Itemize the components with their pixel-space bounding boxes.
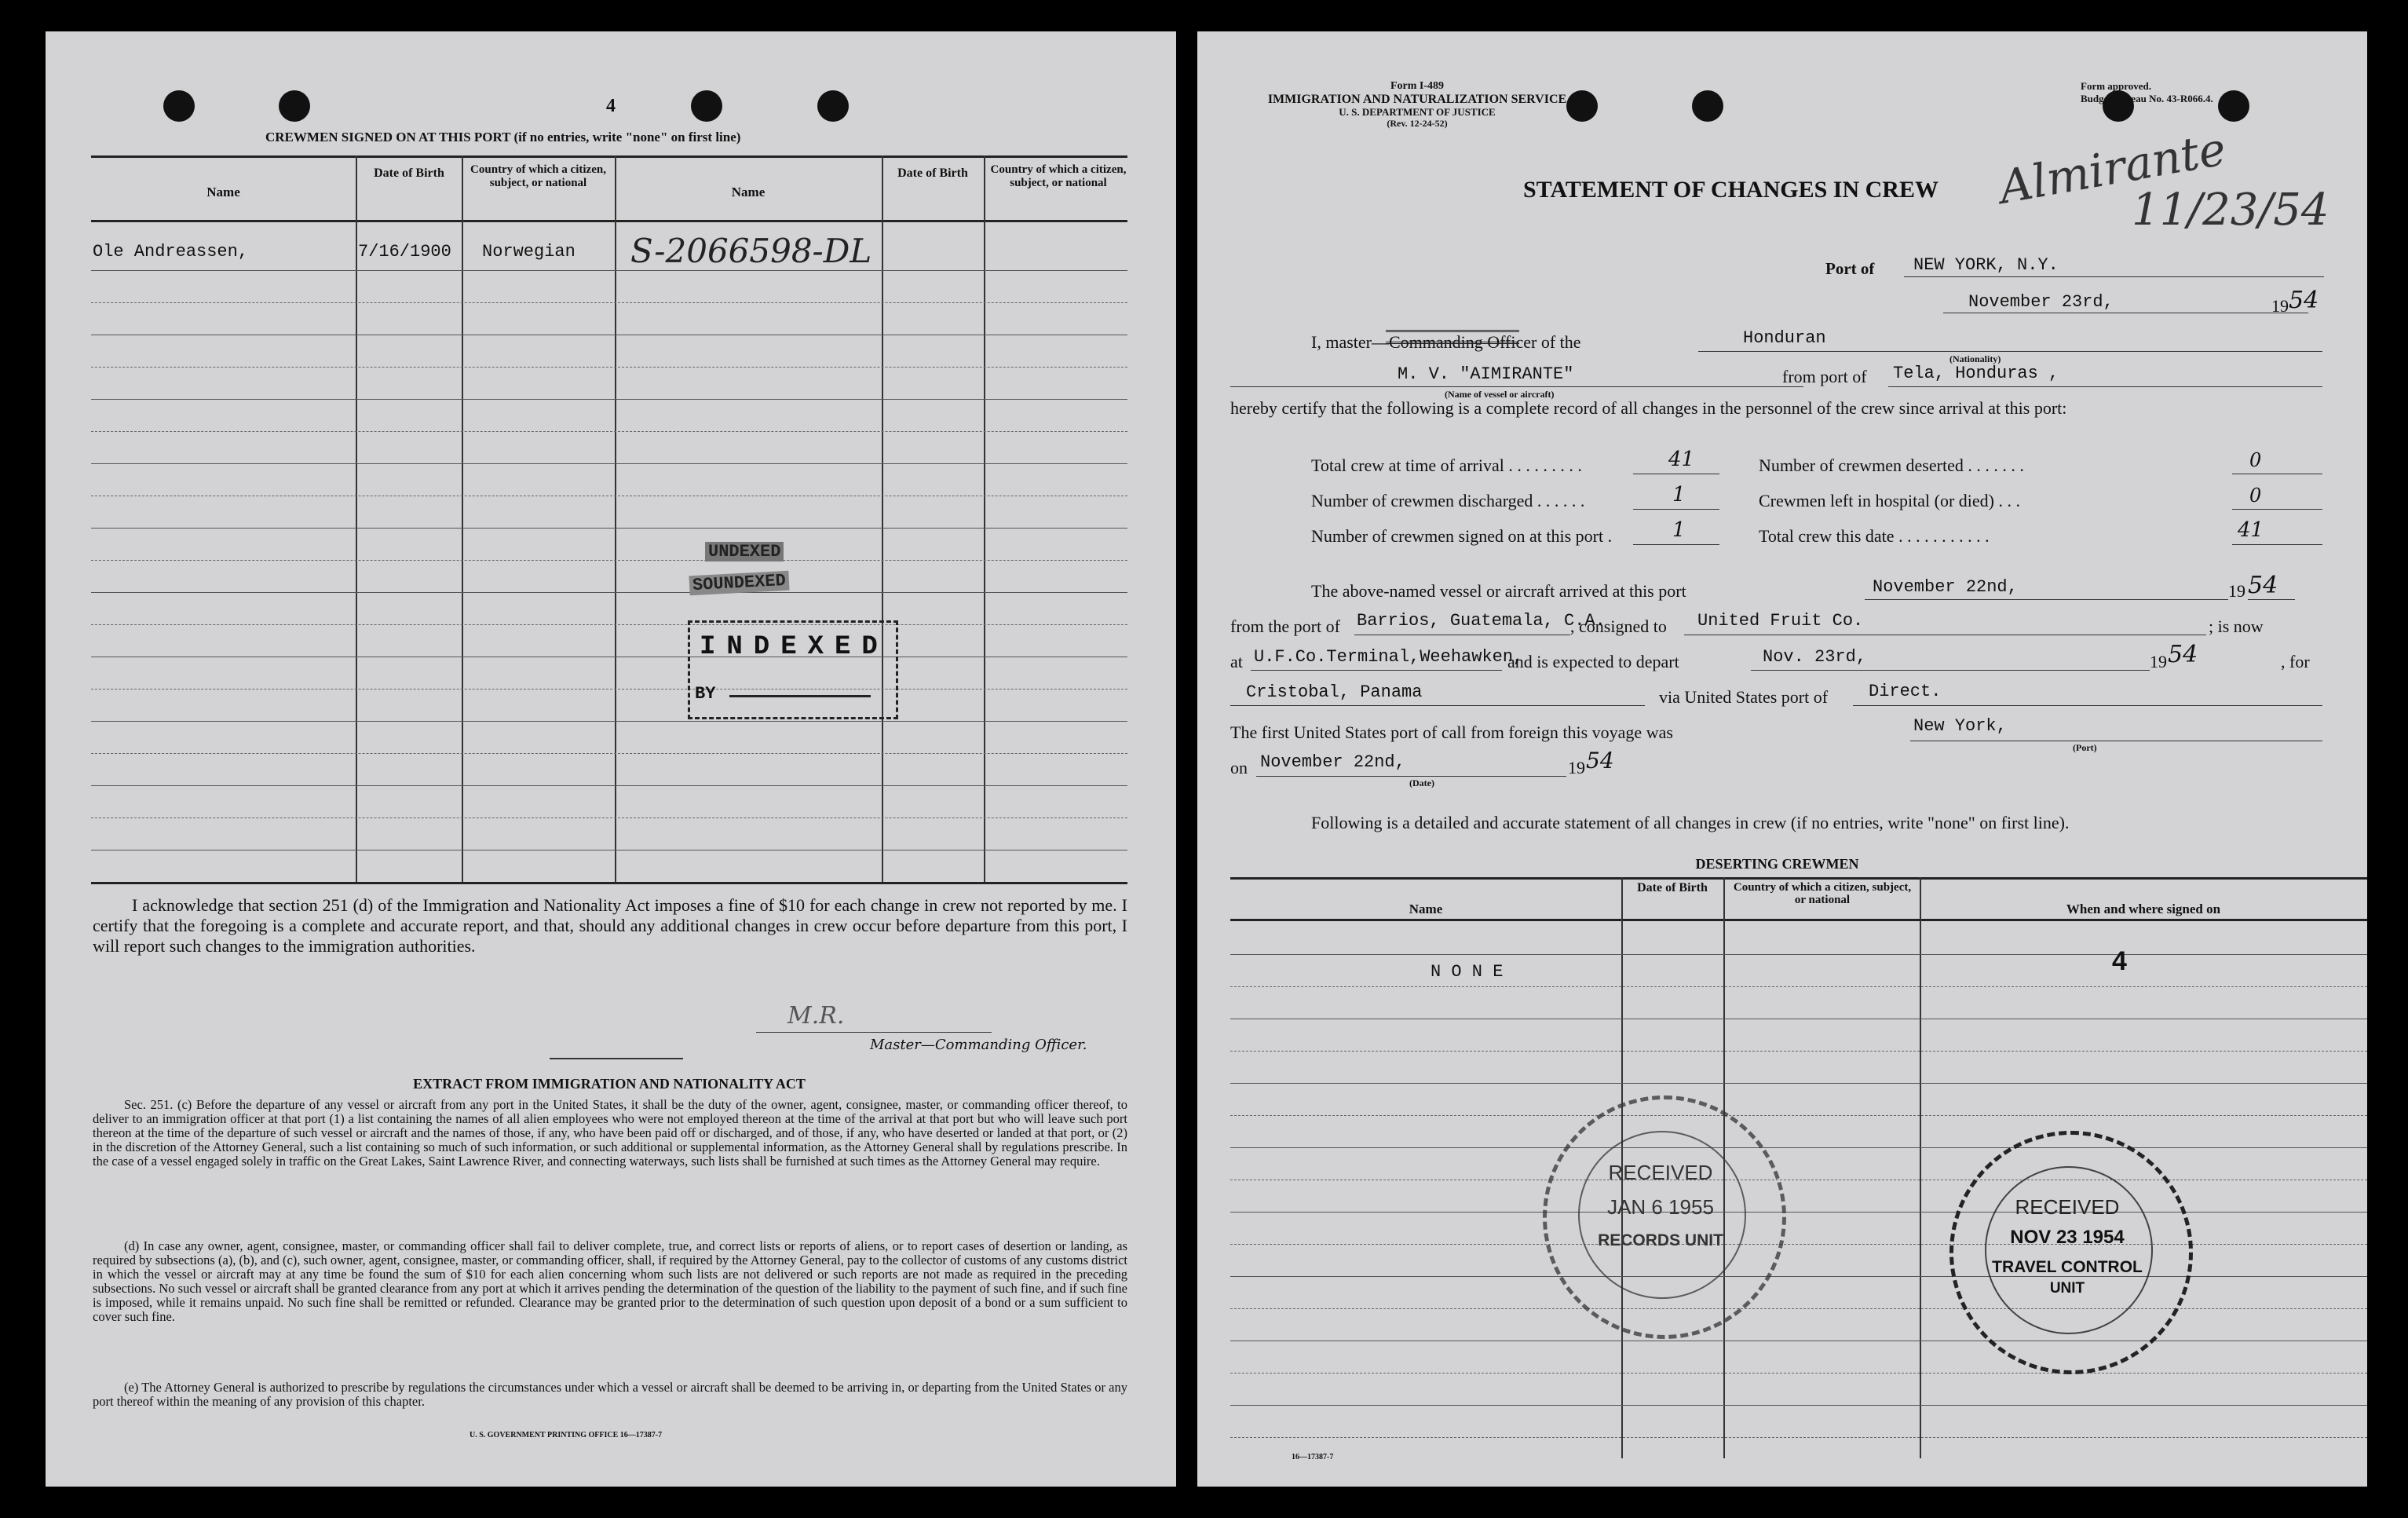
crewman-country: Norwegian <box>482 242 576 262</box>
destination-line <box>1230 705 1645 706</box>
crewman-dob: 7/16/1900 <box>358 242 451 262</box>
col-divider <box>615 155 616 882</box>
page-number: 4 <box>606 96 616 116</box>
port-label: Port of <box>1825 259 1875 278</box>
at-value: U.F.Co.Terminal,Weehawken, <box>1254 647 1524 667</box>
header-country: Country of which a citizen, subject, or national <box>470 163 606 189</box>
department-name: U. S. DEPARTMENT OF JUSTICE <box>1339 106 1496 118</box>
vessel-caption: (Name of vessel or aircraft) <box>1445 389 1555 400</box>
table-rule <box>91 399 1127 400</box>
table-rule <box>91 270 1127 271</box>
on-year-prefix: 19 <box>1568 758 1585 777</box>
right-page <box>1197 31 2367 1487</box>
vessel-value: M. V. "AIMIRANTE" <box>1398 364 1574 384</box>
handwritten-file-number: S-2066598-DL <box>630 232 872 270</box>
section-251-d: (d) In case any owner, agent, consignee, master, or commanding officer shall fail to deliver complete, true, and correct lists or reports of aliens, or to report cases of desertion or landing, as required by subsections (a), (b), and (c), such owner, agent, consignee, master, or commanding officer, shall, if required by the Attorney General, pay to the collector of customs of any customs district in which the vessel or aircraft may at any time be found the sum of $10 for each alien concerning whom such lists are not delivered or such reports are not made as required in the preceding subsections. No such vessel or aircraft shall be granted clearance from any port at which it arrives pending the determination of the question of the liability to the payment of such fine, and if such fine is imposed, while it remains unpaid. No such fine shall be remitted or refunded. Clearance may be granted prior to the determination of such question upon deposit of a bond or a sum sufficient to cover such fine. <box>93 1238 1127 1324</box>
desert-header-country: Country of which a citizen, subject, or national <box>1733 881 1912 906</box>
punch-hole <box>691 90 722 122</box>
arrived-label: The above-named vessel or aircraft arrived at this port <box>1311 581 1686 601</box>
signed-on-value: 1 <box>1672 518 1686 542</box>
date-year-prefix: 19 <box>2271 296 2289 316</box>
signature-caption: Master—Commanding Officer. <box>870 1037 1087 1053</box>
indexed-stamp-initials <box>729 695 871 697</box>
table-rule <box>1230 954 2367 955</box>
depart-line <box>1751 670 2150 671</box>
table-rule <box>1230 1051 2367 1052</box>
records-date: JAN 6 1955 <box>1607 1195 1714 1219</box>
table-rule <box>1230 1405 2367 1406</box>
certify-text: hereby certify that the following is a complete record of all changes in the personnel of the crew since arrival at this port: <box>1230 398 2067 418</box>
records-unit: RECORDS UNIT <box>1598 1231 1723 1249</box>
arrived-year-prefix: 19 <box>2228 581 2245 601</box>
from-port-value: Tela, Honduras , <box>1893 364 2059 383</box>
table-rule <box>1230 1115 2367 1116</box>
table-rule <box>91 689 1127 690</box>
form-number: Form I-489 <box>1390 80 1445 92</box>
header-country-2: Country of which a citizen, subject, or national <box>990 163 1127 189</box>
handwritten-ship-name: Almirante <box>1995 122 2230 214</box>
hospital-line <box>2232 509 2322 510</box>
total-date-label: Total crew this date . . . . . . . . . . . <box>1759 526 1990 546</box>
deserting-crewmen-title: DESERTING CREWMEN <box>1695 856 1859 872</box>
soundexed-stamp: SOUNDEXED <box>689 571 789 596</box>
desert-table-header-border <box>1230 919 2367 921</box>
on-label: on <box>1230 758 1248 777</box>
depart-year-prefix: 19 <box>2150 652 2167 671</box>
depart-year: 54 <box>2168 641 2198 668</box>
table-bottom-border <box>91 882 1127 884</box>
table-rule <box>91 431 1127 432</box>
records-received: RECEIVED <box>1608 1161 1713 1184</box>
desert-header-name: Name <box>1409 902 1443 916</box>
desert-header-dob: Date of Birth <box>1637 881 1708 894</box>
table-rule <box>1230 1147 2367 1148</box>
section-251-e: (e) The Attorney General is authorized to prescribe by regulations the circumstances under which a vessel or aircraft shall be deemed to be arriving in, or departing from the United States or any port thereof within the meaning of any provision of this chapter. <box>93 1380 1127 1409</box>
col-divider <box>356 155 357 882</box>
arrived-line <box>1865 599 2228 600</box>
punch-hole <box>1692 90 1723 122</box>
on-year: 54 <box>1586 748 1614 774</box>
printer-line: U. S. GOVERNMENT PRINTING OFFICE 16—17387-7 <box>470 1431 663 1439</box>
via-label: via United States port of <box>1659 687 1829 707</box>
stamped-number: 4 <box>2112 946 2127 976</box>
separator-rule <box>550 1058 683 1059</box>
col-divider <box>882 155 883 882</box>
table-rule <box>91 463 1127 464</box>
for-label: , for <box>2281 652 2310 671</box>
table-header-border <box>91 220 1127 222</box>
left-page <box>46 31 1176 1487</box>
discharged-value: 1 <box>1672 483 1686 507</box>
col-divider <box>462 155 463 882</box>
printer-line-right: 16—17387-7 <box>1292 1453 1334 1461</box>
table-rule <box>91 367 1127 368</box>
consigned-value: United Fruit Co. <box>1697 611 1864 631</box>
none-entry: N O N E <box>1431 962 1504 982</box>
at-label: at <box>1230 652 1243 671</box>
first-port-value: New York, <box>1913 716 2007 736</box>
first-port-label: The first United States port of call from foreign this voyage was <box>1230 722 1673 742</box>
signed-on-line <box>1633 544 1719 545</box>
destination-value: Cristobal, Panama <box>1246 682 1423 702</box>
port-caption: (Port) <box>2073 742 2097 753</box>
date-year: 54 <box>2289 287 2319 314</box>
table-rule <box>1230 1308 2367 1309</box>
arrived-year-line <box>2248 599 2295 600</box>
deserted-value: 0 <box>2249 449 2262 471</box>
header-dob-2: Date of Birth <box>897 166 968 180</box>
nationality-line <box>1698 351 2322 352</box>
table-rule <box>91 721 1127 722</box>
hospital-label: Crewmen left in hospital (or died) . . . <box>1759 491 2020 510</box>
desert-header-when-where: When and where signed on <box>2066 902 2221 916</box>
desert-col-divider <box>1920 877 1921 1458</box>
table-rule <box>1230 1083 2367 1084</box>
date-caption: (Date) <box>1409 777 1434 788</box>
table-rule <box>91 560 1127 561</box>
table-rule <box>91 785 1127 786</box>
punch-hole <box>279 90 310 122</box>
punch-hole <box>817 90 849 122</box>
consigned-label: , consigned to <box>1570 616 1667 636</box>
table-rule <box>91 624 1127 625</box>
form-revision: (Rev. 12-24-52) <box>1387 118 1448 129</box>
depart-value: Nov. 23rd, <box>1763 647 1867 667</box>
signature-line <box>756 1002 992 1033</box>
indexed-stamp-box <box>688 620 898 719</box>
crewman-name: Ole Andreassen, <box>93 242 249 262</box>
travel-control-stamp-ring <box>1985 1166 2153 1334</box>
table-rule <box>1230 1244 2367 1245</box>
header-dob: Date of Birth <box>374 166 444 180</box>
hospital-value: 0 <box>2249 485 2262 507</box>
crewmen-signed-on-title: CREWMEN SIGNED ON AT THIS PORT (if no entries, write "none" on first line) <box>265 130 741 144</box>
total-arrival-label: Total crew at time of arrival . . . . . . . . . <box>1311 455 1582 475</box>
from-port-line <box>1888 386 2322 387</box>
following-text: Following is a detailed and accurate statement of all changes in crew (if no entries, write "none" on first line). <box>1311 813 2070 832</box>
master-label: I, master—Commanding Officer of the <box>1311 332 1581 352</box>
table-rule <box>91 302 1127 303</box>
col-divider <box>984 155 985 882</box>
master-signature: M.R. <box>787 1002 845 1030</box>
acknowledgement-text: I acknowledge that section 251 (d) of the Immigration and Nationality Act imposes a fine of $10 for each change in crew not reported by me. I certify that the foregoing is a complete and accurate report, and that, should any additional changes in crew occur before departure from this port, I will report such changes to the immigration authorities. <box>93 895 1127 956</box>
extract-title: EXTRACT FROM IMMIGRATION AND NATIONALITY ACT <box>413 1076 806 1092</box>
depart-label: and is expected to depart <box>1507 652 1679 671</box>
total-date-line <box>2232 544 2322 545</box>
approval-line-1: Form approved. <box>2081 80 2152 92</box>
table-rule <box>1230 1276 2367 1277</box>
from-label: from the port of <box>1230 616 1340 636</box>
port-value: NEW YORK, N.Y. <box>1913 255 2059 275</box>
signed-on-label: Number of crewmen signed on at this port . <box>1311 526 1613 546</box>
is-now-label: ; is now <box>2209 616 2264 636</box>
table-top-border <box>91 155 1127 158</box>
via-line <box>1853 705 2322 706</box>
header-name: Name <box>206 185 240 199</box>
table-rule <box>91 753 1127 754</box>
travel-date: NOV 23 1954 <box>2010 1227 2125 1248</box>
indexed-stamp-by: BY <box>695 684 716 704</box>
date-value: November 23rd, <box>1968 292 2114 312</box>
travel-received: RECEIVED <box>2015 1195 2120 1219</box>
desert-table-top <box>1230 877 2367 880</box>
from-port-label: from port of <box>1782 367 1867 386</box>
deserted-label: Number of crewmen deserted . . . . . . . <box>1759 455 2024 475</box>
table-rule <box>1230 1212 2367 1213</box>
undexed-stamp: UNDEXED <box>705 542 784 561</box>
total-date-value: 41 <box>2238 518 2264 542</box>
on-value: November 22nd, <box>1260 752 1405 772</box>
punch-hole <box>2218 90 2249 122</box>
table-rule <box>1230 1437 2367 1438</box>
header-name-2: Name <box>731 185 766 199</box>
via-value: Direct. <box>1869 682 1942 701</box>
agency-name: IMMIGRATION AND NATURALIZATION SERVICE <box>1267 93 1567 106</box>
handwritten-date: 11/23/54 <box>2132 185 2329 236</box>
punch-hole <box>163 90 195 122</box>
on-line <box>1256 776 1566 777</box>
total-arrival-value: 41 <box>1668 448 1695 471</box>
discharged-label: Number of crewmen discharged . . . . . . <box>1311 491 1585 510</box>
arrived-year: 54 <box>2248 572 2278 599</box>
travel-control: TRAVEL CONTROL <box>1992 1258 2143 1276</box>
vessel-line <box>1230 386 1803 387</box>
arrived-value: November 22nd, <box>1873 577 2018 597</box>
port-line <box>1904 276 2324 277</box>
table-rule <box>1230 986 2367 987</box>
from-value: Barrios, Guatemala, C.A. <box>1357 611 1606 631</box>
table-rule <box>1230 1373 2367 1374</box>
discharged-line <box>1633 509 1719 510</box>
table-rule <box>91 592 1127 593</box>
section-251-c: Sec. 251. (c) Before the departure of any vessel or aircraft from any port in the United States, it shall be the duty of the owner, agent, consignee, master, or commanding officer thereof, to deliver to an immigration officer at that port (1) a list containing the names of all alien employees who were not employed thereon at the time of the arrival at that port but who will leave such port thereon at the time of the departure of such vessel or aircraft and the names of those, if any, who have been paid off or discharged, and of those, if any, who have deserted or landed at that port, or (2) in the discretion of the Attorney General, such a list containing so much of such information, or such additional or supplemental information, as the Attorney General shall by regulations prescribe. In the case of a vessel engaged solely in traffic on the Great Lakes, Saint Lawrence River, and connecting waterways, such lists shall be furnished at such times as the Attorney General may require. <box>93 1097 1127 1169</box>
travel-unit: UNIT <box>2049 1280 2085 1297</box>
table-rule <box>91 528 1127 529</box>
nationality-caption: (Nationality) <box>1949 353 2001 364</box>
approval-line-2: Budget Bureau No. 43-R066.4. <box>2081 93 2213 104</box>
indexed-stamp-text: INDEXED <box>700 632 889 662</box>
nationality-value: Honduran <box>1743 328 1826 348</box>
form-title: STATEMENT OF CHANGES IN CREW <box>1523 177 1938 203</box>
strikethrough-master <box>1386 330 1519 344</box>
at-line <box>1251 670 1502 671</box>
